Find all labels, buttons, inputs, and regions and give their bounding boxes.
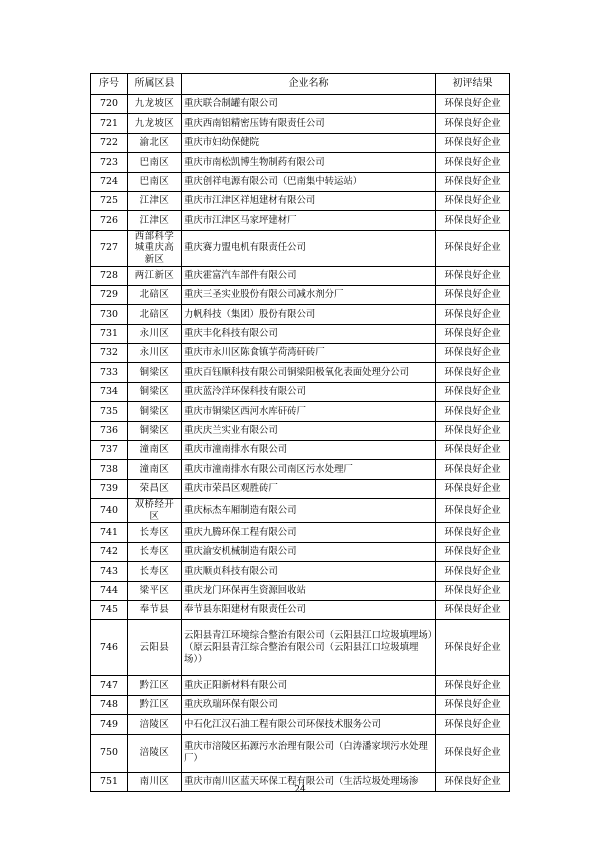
row-result: 环保良好企业 xyxy=(436,402,510,421)
table-row xyxy=(91,324,510,343)
row-result: 环保良好企业 xyxy=(436,421,510,440)
row-serial: 743 xyxy=(91,562,128,581)
row-company: 重庆市荣昌区观胜砖厂 xyxy=(182,479,436,498)
row-district: 铜梁区 xyxy=(128,402,182,421)
row-result: 环保良好企业 xyxy=(436,479,510,498)
table-row xyxy=(91,382,510,401)
row-district: 渝北区 xyxy=(128,133,182,152)
row-serial: 724 xyxy=(91,172,128,191)
row-company: 重庆市南川区蓝天环保工程有限公司（生活垃圾处理场渗 xyxy=(182,772,436,791)
row-serial: 748 xyxy=(91,695,128,714)
row-serial: 727 xyxy=(91,230,128,266)
table-row xyxy=(91,715,510,734)
row-district: 九龙坡区 xyxy=(128,95,182,114)
row-result: 环保良好企业 xyxy=(436,230,510,266)
row-company: 重庆赛力盟电机有限责任公司 xyxy=(182,230,436,266)
table-row xyxy=(91,153,510,172)
row-district: 潼南区 xyxy=(128,460,182,479)
row-district: 江津区 xyxy=(128,211,182,230)
row-company: 重庆联合制罐有限公司 xyxy=(182,95,436,114)
row-company: 重庆市永川区陈食镇芋荷湾矸砖厂 xyxy=(182,344,436,363)
row-district: 西部科学城重庆高新区 xyxy=(128,230,182,266)
row-result: 环保良好企业 xyxy=(436,266,510,285)
row-result: 环保良好企业 xyxy=(436,523,510,542)
table-row xyxy=(91,114,510,133)
row-serial: 730 xyxy=(91,305,128,324)
row-district: 黔江区 xyxy=(128,676,182,695)
row-company: 奉节县东阳建材有限责任公司 xyxy=(182,600,436,619)
row-district: 江津区 xyxy=(128,191,182,210)
table-row xyxy=(91,285,510,304)
row-result: 环保良好企业 xyxy=(436,441,510,460)
row-company: 重庆庆兰实业有限公司 xyxy=(182,421,436,440)
row-result: 环保良好企业 xyxy=(436,695,510,714)
row-company: 重庆霍富汽车部件有限公司 xyxy=(182,266,436,285)
table-row xyxy=(91,230,510,266)
row-serial: 731 xyxy=(91,324,128,343)
row-serial: 751 xyxy=(91,772,128,791)
table-row xyxy=(91,211,510,230)
row-serial: 737 xyxy=(91,441,128,460)
table-row xyxy=(91,344,510,363)
table-row xyxy=(91,734,510,772)
row-district: 潼南区 xyxy=(128,441,182,460)
row-district: 涪陵区 xyxy=(128,715,182,734)
row-company: 重庆市潼南排水有限公司 xyxy=(182,441,436,460)
row-result: 环保良好企业 xyxy=(436,499,510,523)
table-row xyxy=(91,421,510,440)
row-serial: 728 xyxy=(91,266,128,285)
row-result: 环保良好企业 xyxy=(436,600,510,619)
table-row xyxy=(91,133,510,152)
table-row xyxy=(91,460,510,479)
row-district: 铜梁区 xyxy=(128,363,182,382)
row-company: 重庆市妇幼保健院 xyxy=(182,133,436,152)
row-district: 九龙坡区 xyxy=(128,114,182,133)
row-serial: 747 xyxy=(91,676,128,695)
table-row xyxy=(91,523,510,542)
row-serial: 740 xyxy=(91,499,128,523)
table-row xyxy=(91,363,510,382)
row-district: 两江新区 xyxy=(128,266,182,285)
row-district: 奉节县 xyxy=(128,600,182,619)
row-district: 云阳县 xyxy=(128,620,182,676)
table-row xyxy=(91,620,510,676)
row-result: 环保良好企业 xyxy=(436,363,510,382)
row-district: 巴南区 xyxy=(128,172,182,191)
row-result: 环保良好企业 xyxy=(436,114,510,133)
table-row xyxy=(91,499,510,523)
row-company: 重庆标杰车厢制造有限公司 xyxy=(182,499,436,523)
row-serial: 742 xyxy=(91,542,128,561)
table-row xyxy=(91,695,510,714)
row-company: 中石化江汉石油工程有限公司环保技术服务公司 xyxy=(182,715,436,734)
table-row xyxy=(91,542,510,561)
row-result: 环保良好企业 xyxy=(436,95,510,114)
table-row xyxy=(91,676,510,695)
table-row xyxy=(91,266,510,285)
row-serial: 736 xyxy=(91,421,128,440)
row-serial: 729 xyxy=(91,285,128,304)
row-serial: 738 xyxy=(91,460,128,479)
row-serial: 739 xyxy=(91,479,128,498)
enterprise-table xyxy=(90,73,510,792)
row-serial: 741 xyxy=(91,523,128,542)
row-company: 重庆玖瑞环保有限公司 xyxy=(182,695,436,714)
row-serial: 732 xyxy=(91,344,128,363)
row-result: 环保良好企业 xyxy=(436,542,510,561)
row-company: 重庆渝安机械制造有限公司 xyxy=(182,542,436,561)
row-serial: 726 xyxy=(91,211,128,230)
row-company: 重庆正阳新材料有限公司 xyxy=(182,676,436,695)
row-company: 重庆市江津区马家坪建材厂 xyxy=(182,211,436,230)
row-district: 涪陵区 xyxy=(128,734,182,772)
row-company: 重庆龙门环保再生资源回收站 xyxy=(182,581,436,600)
row-company: 力帆科技（集团）股份有限公司 xyxy=(182,305,436,324)
table-row xyxy=(91,581,510,600)
row-company: 重庆三圣实业股份有限公司减水剂分厂 xyxy=(182,285,436,304)
row-result: 环保良好企业 xyxy=(436,562,510,581)
row-result: 环保良好企业 xyxy=(436,211,510,230)
row-serial: 750 xyxy=(91,734,128,772)
row-serial: 734 xyxy=(91,382,128,401)
table-row xyxy=(91,441,510,460)
row-result: 环保良好企业 xyxy=(436,382,510,401)
table-body xyxy=(91,95,510,792)
row-district: 永川区 xyxy=(128,344,182,363)
row-company: 重庆市南松凯博生物制药有限公司 xyxy=(182,153,436,172)
row-result: 环保良好企业 xyxy=(436,581,510,600)
row-serial: 720 xyxy=(91,95,128,114)
table-row xyxy=(91,479,510,498)
row-result: 环保良好企业 xyxy=(436,172,510,191)
table-row xyxy=(91,562,510,581)
row-district: 梁平区 xyxy=(128,581,182,600)
row-company: 重庆蓝泠洋环保科技有限公司 xyxy=(182,382,436,401)
header-result: 初评结果 xyxy=(436,74,510,95)
row-result: 环保良好企业 xyxy=(436,324,510,343)
row-serial: 745 xyxy=(91,600,128,619)
row-company: 重庆西南铝精密压铸有限责任公司 xyxy=(182,114,436,133)
row-result: 环保良好企业 xyxy=(436,620,510,676)
table-row xyxy=(91,95,510,114)
header-serial: 序号 xyxy=(91,74,128,95)
row-district: 荣昌区 xyxy=(128,479,182,498)
row-serial: 723 xyxy=(91,153,128,172)
row-result: 环保良好企业 xyxy=(436,305,510,324)
row-result: 环保良好企业 xyxy=(436,715,510,734)
row-result: 环保良好企业 xyxy=(436,285,510,304)
header-district: 所属区县 xyxy=(128,74,182,95)
row-district: 永川区 xyxy=(128,324,182,343)
header-company: 企业名称 xyxy=(182,74,436,95)
row-company: 重庆市潼南排水有限公司南区污水处理厂 xyxy=(182,460,436,479)
table-row xyxy=(91,191,510,210)
row-serial: 721 xyxy=(91,114,128,133)
row-result: 环保良好企业 xyxy=(436,772,510,791)
row-district: 铜梁区 xyxy=(128,382,182,401)
row-serial: 722 xyxy=(91,133,128,152)
row-district: 铜梁区 xyxy=(128,421,182,440)
row-district: 北碚区 xyxy=(128,285,182,304)
row-district: 长寿区 xyxy=(128,542,182,561)
table-row xyxy=(91,402,510,421)
row-result: 环保良好企业 xyxy=(436,344,510,363)
table-row xyxy=(91,172,510,191)
row-serial: 735 xyxy=(91,402,128,421)
row-result: 环保良好企业 xyxy=(436,191,510,210)
row-company: 重庆百钰顺科技有限公司铜梁阳极氧化表面处理分公司 xyxy=(182,363,436,382)
table-header xyxy=(91,74,510,95)
row-company: 重庆市江津区祥旭建材有限公司 xyxy=(182,191,436,210)
row-result: 环保良好企业 xyxy=(436,734,510,772)
row-serial: 749 xyxy=(91,715,128,734)
row-result: 环保良好企业 xyxy=(436,460,510,479)
row-company: 云阳县青江环境综合整治有限公司（云阳县江口垃圾填埋场）（原云阳县青江综合整治有限公司（云阳县江口垃圾填埋场）） xyxy=(182,620,436,676)
row-district: 长寿区 xyxy=(128,523,182,542)
row-company: 重庆创祥电源有限公司（巴南集中转运站） xyxy=(182,172,436,191)
row-serial: 746 xyxy=(91,620,128,676)
row-serial: 725 xyxy=(91,191,128,210)
row-company: 重庆丰化科技有限公司 xyxy=(182,324,436,343)
row-company: 重庆市铜梁区西河水库矸砖厂 xyxy=(182,402,436,421)
page-number: 24 xyxy=(294,785,306,795)
row-company: 重庆顺贞科技有限公司 xyxy=(182,562,436,581)
row-district: 南川区 xyxy=(128,772,182,791)
table-row xyxy=(91,600,510,619)
row-serial: 744 xyxy=(91,581,128,600)
row-district: 北碚区 xyxy=(128,305,182,324)
row-result: 环保良好企业 xyxy=(436,676,510,695)
row-result: 环保良好企业 xyxy=(436,153,510,172)
row-district: 巴南区 xyxy=(128,153,182,172)
row-serial: 733 xyxy=(91,363,128,382)
row-district: 长寿区 xyxy=(128,562,182,581)
row-result: 环保良好企业 xyxy=(436,133,510,152)
row-company: 重庆市涪陵区拓源污水治理有限公司（白涛潘家坝污水处理厂） xyxy=(182,734,436,772)
row-district: 黔江区 xyxy=(128,695,182,714)
header-row xyxy=(91,74,510,95)
row-district: 双桥经开区 xyxy=(128,499,182,523)
table-row xyxy=(91,305,510,324)
row-company: 重庆九腾环保工程有限公司 xyxy=(182,523,436,542)
